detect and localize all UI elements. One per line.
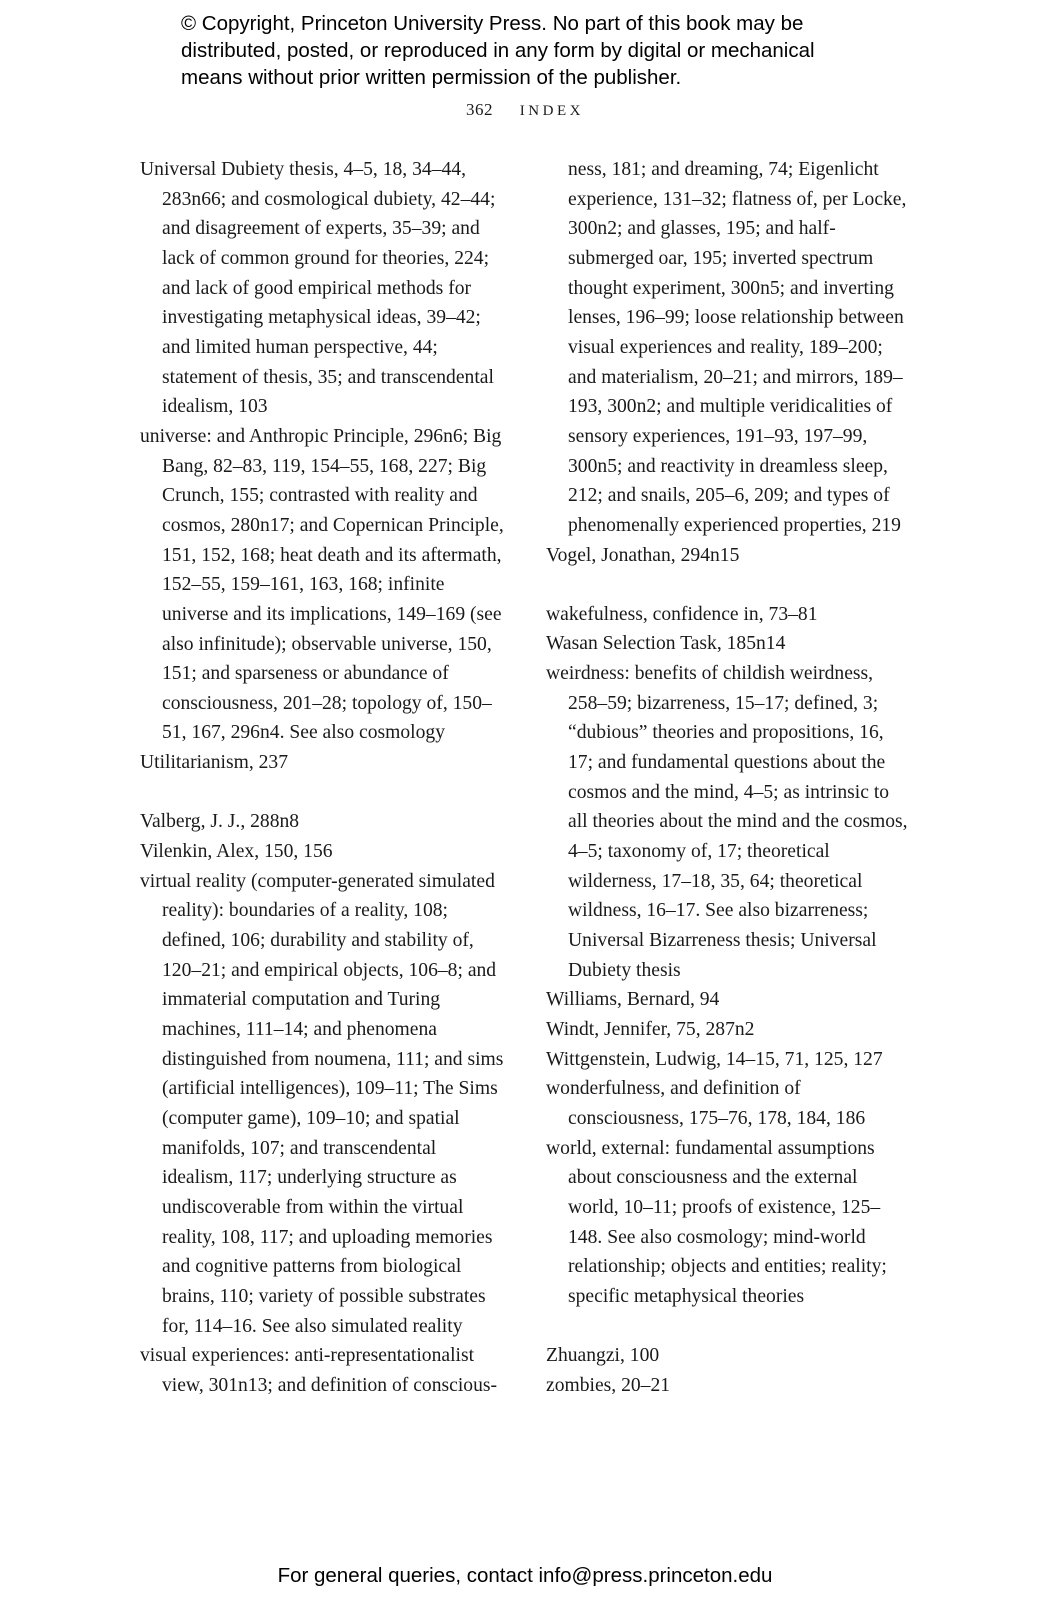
index-entry: Utilitarianism, 237 <box>140 752 289 774</box>
index-entry: zombies, 20–21 <box>546 1374 671 1396</box>
index-entry-continued: ness, 181; and dreaming, 74; Eigenlicht experience, 131–32; flatness of, per Locke, 300n2; and glasses, 195; and half-submerged oar, 195; inverted spectrum thought experiment, 300n5; and inverting lenses, 196–99; loose relationship between visual experiences and reality, 189–200; and materialism, 20–21; and mirrors, 189–193, 300n2; and multiple veridicalities of sensory experiences, 191–93, 197–99, 300n5; and reactivity in dreamless sleep, 212; and snails, 205–6, 209; and types of phenomenally experienced properties, 219 <box>568 159 907 536</box>
index-entry: universe: and Anthropic Principle, 296n6; Big Bang, 82–83, 119, 154–55, 168, 227; Big Crunch, 155; contrasted with reality and cosmos, 280n17; and Copernican Principle, 151, 152, 168; heat death and its aftermath, 152–55, 159–161, 163, 168; infinite universe and its implications, 149–169 (see also infinitude); observable universe, 150, 151; and sparseness or abundance of consciousness, 201–28; topology of, 150–51, 167, 296n4. See also cosmology <box>140 425 504 744</box>
index-entry: Wittgenstein, Ludwig, 14–15, 71, 125, 127 <box>546 1048 883 1070</box>
letter-group-gap <box>140 778 505 808</box>
index-entry: Vogel, Jonathan, 294n15 <box>546 544 740 566</box>
index-entry: wonderfulness, and definition of consciousness, 175–76, 178, 184, 186 <box>546 1078 866 1129</box>
index-entry: Valberg, J. J., 288n8 <box>140 811 300 833</box>
index-entry: wakefulness, confidence in, 73–81 <box>546 603 818 625</box>
index-entry: visual experiences: anti-representationalist view, 301n13; and definition of conscious- <box>140 1345 498 1396</box>
index-entry: Williams, Bernard, 94 <box>546 989 720 1011</box>
copyright-line: distributed, posted, or reproduced in any form by digital or mechanical <box>181 39 815 62</box>
letter-group-gap <box>546 1312 911 1342</box>
contact-footer: For general queries, contact info@press.princeton.edu <box>277 1564 773 1587</box>
index-entry: Wasan Selection Task, 185n14 <box>546 633 786 655</box>
copyright-notice <box>181 10 941 91</box>
index-entry: virtual reality (computer-generated simulated reality): boundaries of a reality, 108; defined, 106; durability and stability of, 120–21; and empirical objects, 106–8; and immaterial computation and Turing machines, 111–14; and phenomena distinguished from noumena, 111; and sims (artificial intelligences), 109–11; The Sims (computer game), 109–10; and spatial manifolds, 107; and transcendental idealism, 117; underlying structure as undiscoverable from within the virtual reality, 108, 117; and uploading memories and cognitive patterns from biological brains, 110; variety of possible substrates for, 114–16. See also simulated reality <box>140 870 504 1337</box>
index-entry: world, external: fundamental assumptions about consciousness and the external world, 10–11; proofs of existence, 125–148. See also cosmology; mind-world relationship; objects and entities; reality; specific metaphysical theories <box>546 1137 887 1307</box>
running-head <box>0 100 1050 120</box>
index-entry: Universal Dubiety thesis, 4–5, 18, 34–44, 283n66; and cosmological dubiety, 42–44; and disagreement of experts, 35–39; and lack of common ground for theories, 224; and lack of good empirical methods for investigating metaphysical ideas, 39–42; and limited human perspective, 44; statement of thesis, 35; and transcendental idealism, 103 <box>140 159 496 418</box>
copyright-line: © Copyright, Princeton University Press. No part of this book may be <box>181 12 804 35</box>
index-entry: Windt, Jennifer, 75, 287n2 <box>546 1019 755 1041</box>
index-column-right <box>546 155 911 1401</box>
page-number: 362 <box>466 100 494 119</box>
letter-group-gap <box>546 570 911 600</box>
index-column-left <box>140 155 505 1401</box>
copyright-line: means without prior written permission of the publisher. <box>181 66 682 89</box>
section-title: INDEX <box>519 103 584 119</box>
index-entry: Zhuangzi, 100 <box>546 1345 660 1367</box>
index-entry: Vilenkin, Alex, 150, 156 <box>140 841 333 863</box>
index-entry: weirdness: benefits of childish weirdness, 258–59; bizarreness, 15–17; defined, 3; “dubious” theories and propositions, 16, 17; and fundamental questions about the cosmos and the mind, 4–5; as intrinsic to all theories about the mind and the cosmos, 4–5; taxonomy of, 17; theoretical wilderness, 17–18, 35, 64; theoretical wildness, 16–17. See also bizarreness; Universal Bizarreness thesis; Universal Dubiety thesis <box>546 663 908 981</box>
